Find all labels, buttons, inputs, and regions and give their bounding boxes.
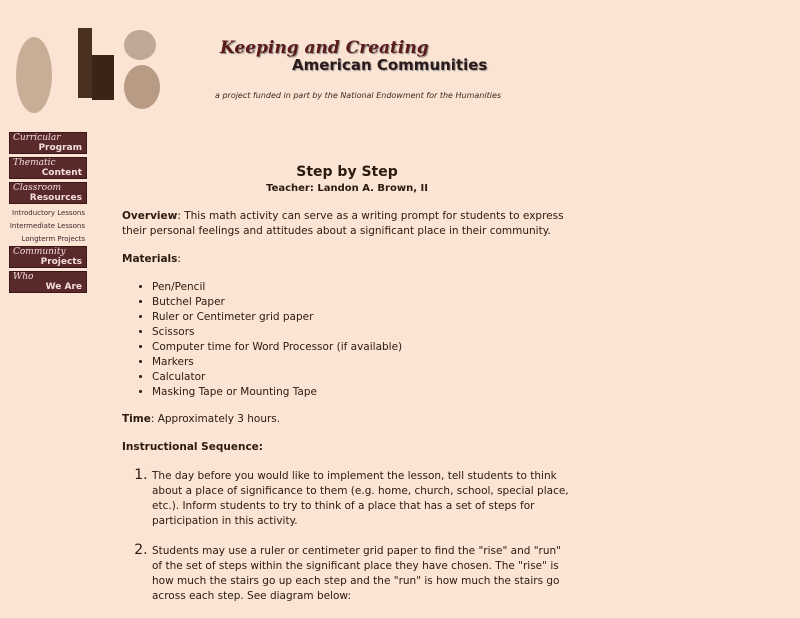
- steps-list: [122, 468, 572, 604]
- overview-label: Overview: [122, 210, 178, 222]
- site-title-line1: Keeping and Creating: [220, 38, 429, 58]
- tagline: a project funded in part by the National Endowment for the Humanities: [215, 91, 502, 100]
- teacher: Teacher: Landon A. Brown, II: [266, 183, 428, 194]
- nav-label: Classroom: [13, 183, 62, 193]
- nav-curricular-program[interactable]: [9, 132, 87, 154]
- nav-label: Projects: [40, 257, 82, 267]
- nav-introductory-lessons[interactable]: Introductory Lessons: [12, 209, 85, 217]
- nav-label: Community: [13, 247, 66, 257]
- list-item: • Pen/Pencil: [152, 280, 572, 295]
- main-content: [122, 163, 572, 618]
- materials-heading: Materials:: [122, 253, 181, 265]
- nav-label: Thematic: [13, 158, 56, 168]
- nav-thematic-content[interactable]: [9, 157, 87, 179]
- nav-classroom-resources[interactable]: [9, 182, 87, 204]
- materials-label: Materials: [122, 253, 178, 265]
- site-title-line2: American Communities: [292, 56, 488, 74]
- nav-label: Content: [41, 168, 82, 178]
- time-text: : Approximately 3 hours.: [150, 413, 281, 425]
- page-title: Step by Step: [296, 164, 398, 180]
- nav-label: Program: [38, 143, 82, 153]
- list-item: • Markers: [152, 355, 572, 370]
- overview-text: : This math activity can serve as a writing prompt for students to express their personal feelings and attitudes about a significant place in their community.: [122, 210, 564, 237]
- list-item: • Masking Tape or Mounting Tape: [152, 385, 572, 400]
- list-item: 2. Students may use a ruler or centimeter grid paper to find the "rise" and "run" of the set of steps within the significant place they have chosen. The "rise" is how much the stairs go up each step and the "run" is how much the stairs go across each step. See diagram below:: [152, 543, 572, 604]
- nav-label: Who: [13, 272, 34, 282]
- list-item: • Scissors: [152, 325, 572, 340]
- nav-longterm-projects[interactable]: Longterm Projects: [21, 235, 85, 243]
- list-item: • Ruler or Centimeter grid paper: [152, 310, 572, 325]
- sequence-heading: [122, 440, 572, 455]
- header-collage-image: [12, 20, 167, 115]
- list-item: • Butchel Paper: [152, 295, 572, 310]
- time-label: Time: [122, 413, 151, 425]
- nav-intermediate-lessons[interactable]: Intermediate Lessons: [9, 222, 85, 230]
- nav-label: Resources: [29, 193, 82, 203]
- nav-who-we-are[interactable]: [9, 271, 87, 293]
- list-item: 1. The day before you would like to implement the lesson, tell students to think about a place of significance to them (e.g. home, church, school, special place, etc.). Inform students to try to think of a place that has a set of steps for participation in this activity.: [152, 468, 572, 529]
- list-item: • Computer time for Word Processor (if available): [152, 340, 572, 355]
- materials-list: [122, 280, 572, 400]
- time: [122, 412, 572, 427]
- list-item: • Calculator: [152, 370, 572, 385]
- sidebar-nav: [9, 132, 87, 296]
- nav-label: Curricular: [13, 133, 61, 143]
- nav-community-projects[interactable]: [9, 246, 87, 268]
- sequence-label: Instructional Sequence:: [122, 441, 263, 453]
- nav-label: We Are: [45, 282, 82, 292]
- overview: [122, 209, 572, 239]
